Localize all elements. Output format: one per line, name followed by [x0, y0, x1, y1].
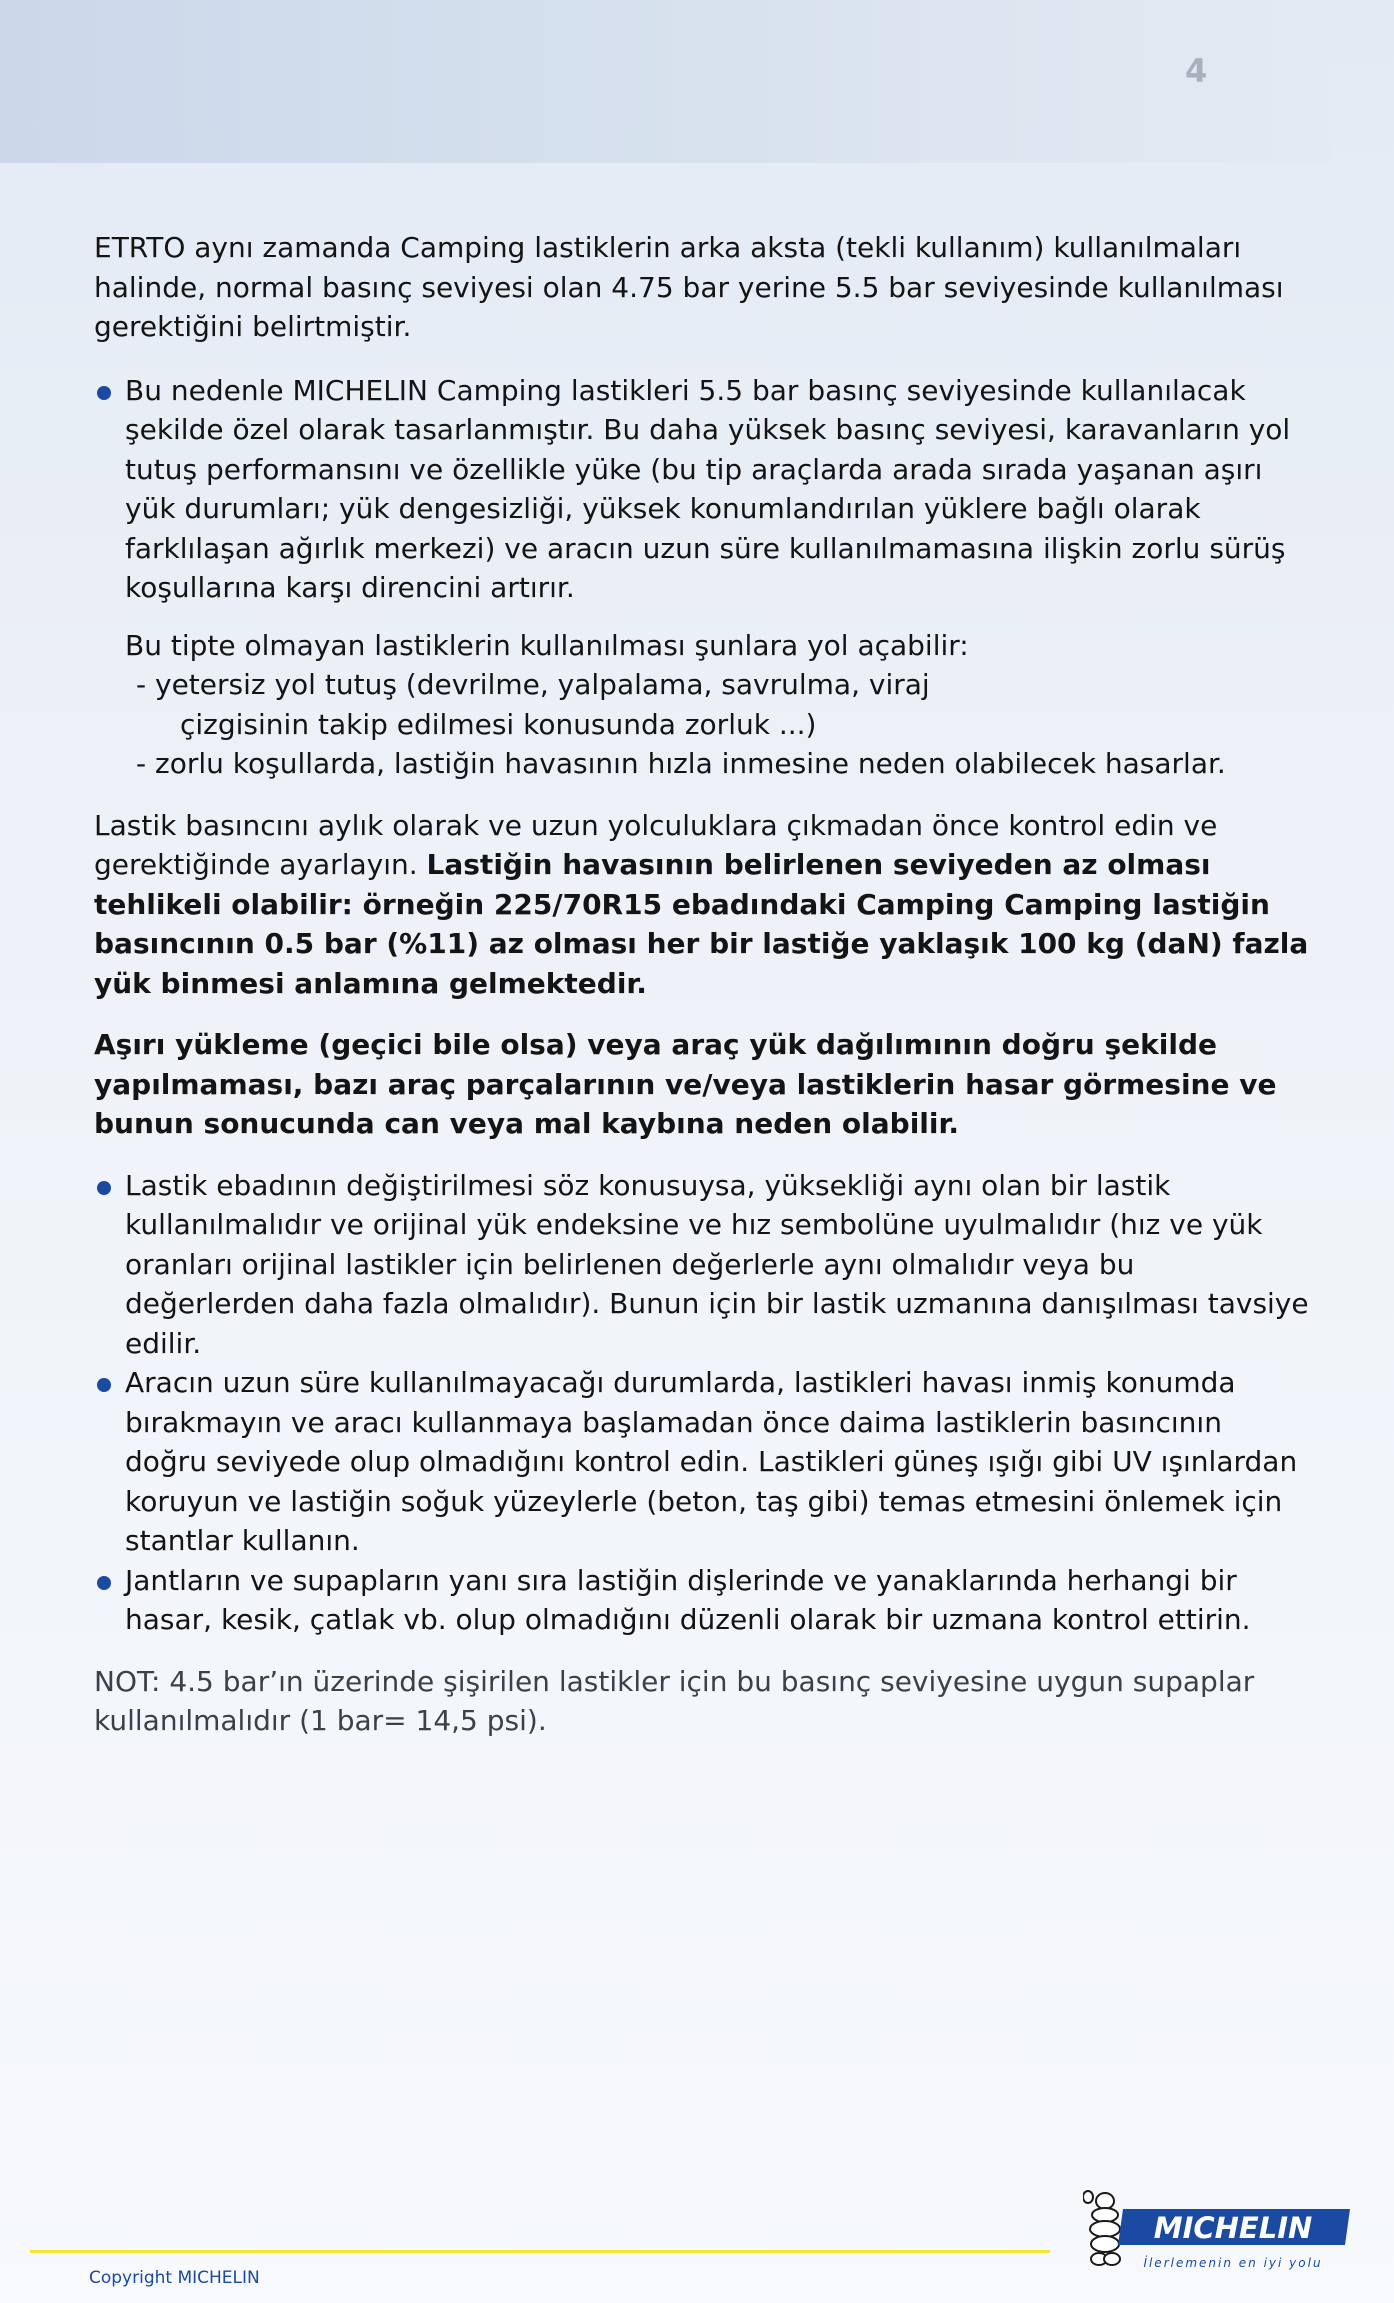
bullet-icon — [97, 1181, 111, 1195]
note-paragraph: NOT: 4.5 bar’ın üzerinde şişirilen lastikler için bu basınç seviyesine uygun supaplar kullanılmalıdır (1 bar= 14,5 psi). — [94, 1664, 1255, 1737]
consequences-block — [94, 626, 1309, 784]
consequence-item: - yetersiz yol tutuş (devrilme, yalpalama, savrulma, viraj — [136, 668, 930, 701]
bullet-text: Jantların ve supapların yanı sıra lastiğin dişlerinde ve yanaklarında herhangi bir hasar, kesik, çatlak vb. olup olmadığını düzenli olarak bir uzmana kontrol ettirin. — [125, 1563, 1251, 1636]
consequence-item: - zorlu koşullarda, lastiğin havasının hızla inmesine neden olabilecek hasarlar. — [136, 747, 1226, 780]
document-body — [94, 228, 1309, 1741]
bullet-icon — [97, 1576, 111, 1590]
copyright-text: Copyright MICHELIN — [89, 2268, 260, 2288]
logo-slogan: İlerlemenin en iyi yolu — [1143, 2256, 1323, 2270]
list-item — [94, 1561, 1309, 1640]
consequence-item-continuation: çizgisinin takip edilmesi konusunda zorluk ...) — [180, 707, 817, 741]
list-item — [94, 371, 1309, 608]
list-item — [94, 1166, 1309, 1364]
pressure-warning: Lastiğin havasının belirlenen seviyeden az olması tehlikeli olabilir: örneğin 225/70R15 ebadındaki Camping Camping lastiğin basıncının 0.5 bar (%11) az olması her bir lastiğe yaklaşık 100 kg (daN) fazla yük binmesi anlamına gelmektedir. — [94, 848, 1309, 1000]
bibendum-icon — [1083, 2191, 1120, 2265]
bullet-text: Lastik ebadının değiştirilmesi söz konusuysa, yüksekliği aynı olan bir lastik kullanılmalıdır ve orijinal yük endeksine ve hız sembolüne uyulmalıdır (hız ve yük oranları orijinal lastikler için belirlenen değerlerle aynı olmalıdır veya bu değerlerden daha fazla olmalıdır). Bunun için bir lastik uzmanına danışılması tavsiye edilir. — [125, 1168, 1309, 1360]
pressure-paragraph — [94, 806, 1309, 1004]
bullet-icon — [97, 386, 111, 400]
list-item — [94, 1363, 1309, 1561]
overload-warning-text: Aşırı yükleme (geçici bile olsa) veya araç yük dağılımının doğru şekilde yapılmaması, bazı araç parçalarının ve/veya lastiklerin hasar görmesine ve bunun sonucunda can veya mal kaybına neden olabilir. — [94, 1028, 1277, 1140]
overload-warning — [94, 1025, 1309, 1144]
bullet-icon — [97, 1378, 111, 1392]
bullet-text: Aracın uzun süre kullanılmayacağı durumlarda, lastikleri havası inmiş konumda bırakmayın ve aracı kullanmaya başlamadan önce daima lastiklerin basıncının doğru seviyede olup olmadığını kontrol edin. Lastikleri güneş ışığı gibi UV ışınlardan koruyun ve lastiğin soğuk yüzeylerle (beton, taş gibi) temas etmesini önlemek için stantlar kullanın. — [125, 1366, 1298, 1557]
logo-wordmark: MICHELIN — [1153, 2211, 1313, 2245]
page-number: 4 — [1185, 52, 1208, 90]
header-band — [0, 0, 1330, 163]
intro-paragraph: ETRTO aynı zamanda Camping lastiklerin arka aksta (tekli kullanım) kullanılmaları halinde, normal basınç seviyesi olan 4.75 bar yerine 5.5 bar seviyesinde kullanılması gerektiğini belirtmiştir. — [94, 231, 1284, 343]
footer-divider — [30, 2250, 1050, 2253]
pressure-text: Lastik basıncını aylık olarak ve uzun yolculuklara çıkmadan önce kontrol edin ve gerektiğinde ayarlayın. — [94, 808, 1218, 881]
consequences-intro: Bu tipte olmayan lastiklerin kullanılması şunlara yol açabilir: — [125, 628, 969, 662]
michelin-logo — [1083, 2187, 1350, 2277]
bullet-text: Bu nedenle MICHELIN Camping lastikleri 5.5 bar basınç seviyesinde kullanılacak şekilde özel olarak tasarlanmıştır. Bu daha yüksek basınç seviyesi, karavanların yol tutuş performansını ve özellikle yüke (bu tip araçlarda arada sırada yaşanan aşırı yük durumları; yük dengesizliği, yüksek konumlandırılan yüklere bağlı olarak farklılaşan ağırlık merkezi) ve aracın uzun süre kullanılmamasına ilişkin zorlu sürüş koşullarına karşı direncini artırır. — [125, 373, 1291, 604]
